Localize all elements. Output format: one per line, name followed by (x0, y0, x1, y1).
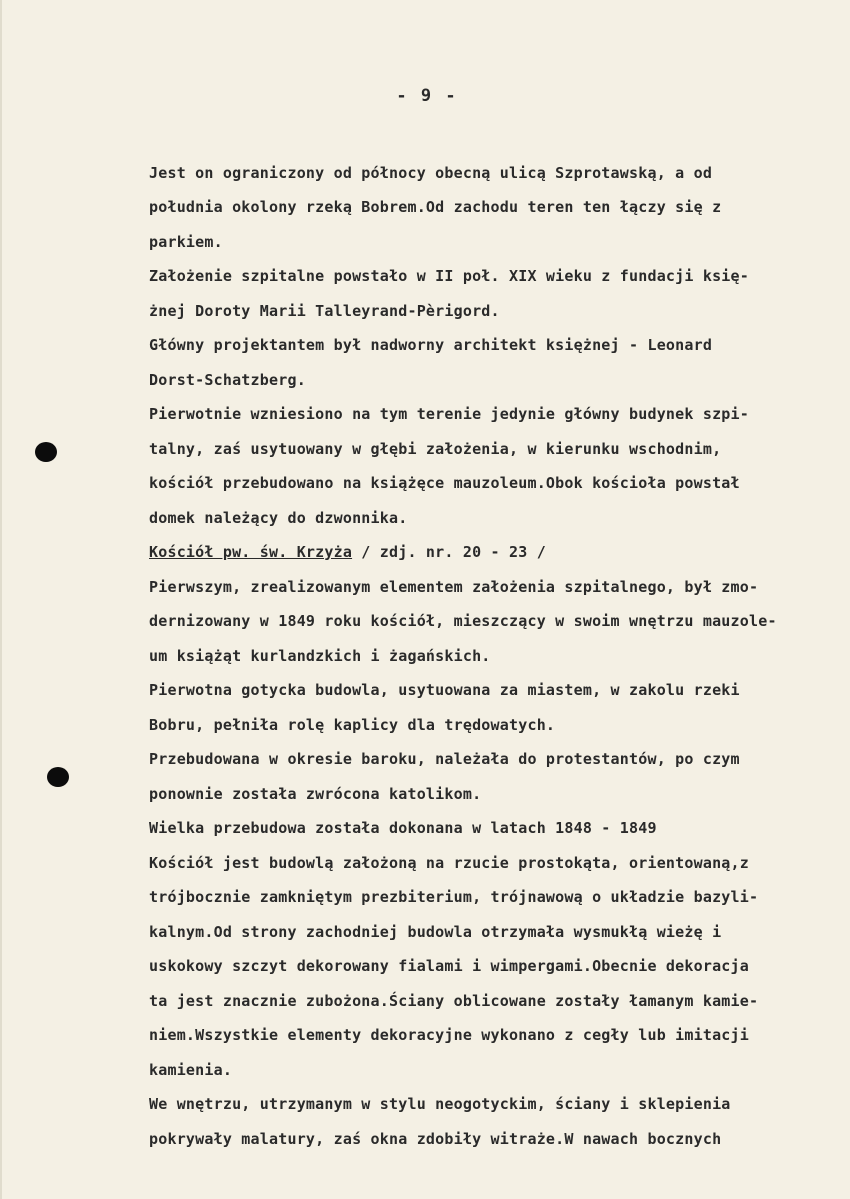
page-number: - 9 - (396, 86, 458, 106)
text-line: kalnym.Od strony zachodniej budowla otrzymała wysmukłą wieżę i (149, 923, 722, 941)
text-line: Dorst-Schatzberg. (149, 371, 306, 389)
section-heading-title: Kościół pw. św. Krzyża (149, 543, 353, 561)
text-line: Przebudowana w okresie baroku, należała do protestantów, po czym (149, 750, 740, 768)
text-line: południa okolony rzeką Bobrem.Od zachodu teren ten łączy się z (149, 198, 722, 216)
text-line: domek należący do dzwonnika. (149, 509, 408, 527)
text-line: Pierwszym, zrealizowanym elementem założenia szpitalnego, był zmo- (149, 578, 759, 596)
section-heading-photo-ref: / zdj. nr. 20 - 23 / (352, 543, 546, 561)
text-line: talny, zaś usytuowany w głębi założenia, w kierunku wschodnim, (149, 440, 722, 458)
text-line: Założenie szpitalne powstało w II poł. XIX wieku z fundacji księ- (149, 267, 749, 285)
text-line: żnej Doroty Marii Talleyrand-Pèrigord. (149, 302, 500, 320)
text-line: Kościół jest budowlą założoną na rzucie prostokąta, orientowaną,z (149, 854, 749, 872)
text-line: uskokowy szczyt dekorowany fialami i wimpergami.Obecnie dekoracja (149, 957, 749, 975)
text-line: parkiem. (149, 233, 223, 251)
text-line: um książąt kurlandzkich i żagańskich. (149, 647, 491, 665)
section-heading (149, 543, 546, 561)
text-line: Jest on ograniczony od północy obecną ulicą Szprotawską, a od (149, 164, 713, 182)
text-line: Pierwotnie wzniesiono na tym terenie jedynie główny budynek szpi- (149, 405, 749, 423)
text-line: dernizowany w 1849 roku kościół, mieszczący w swoim wnętrzu mauzole- (149, 612, 777, 630)
punch-hole-bottom (47, 767, 69, 787)
text-line: Bobru, pełniła rolę kaplicy dla trędowatych. (149, 716, 556, 734)
text-line: Główny projektantem był nadworny architekt księżnej - Leonard (149, 336, 713, 354)
text-line: kościół przebudowano na książęce mauzoleum.Obok kościoła powstał (149, 474, 740, 492)
text-line: niem.Wszystkie elementy dekoracyjne wykonano z cegły lub imitacji (149, 1026, 749, 1044)
punch-hole-top (35, 442, 57, 462)
text-line: pokrywały malatury, zaś okna zdobiły witraże.W nawach bocznych (149, 1130, 722, 1148)
text-line: ponownie została zwrócona katolikom. (149, 785, 482, 803)
text-line: trójbocznie zamkniętym prezbiterium, trójnawową o układzie bazyli- (149, 888, 759, 906)
text-line: Wielka przebudowa została dokonana w latach 1848 - 1849 (149, 819, 657, 837)
text-line: We wnętrzu, utrzymanym w stylu neogotyckim, ściany i sklepienia (149, 1095, 731, 1113)
text-line: kamienia. (149, 1061, 233, 1079)
text-line: Pierwotna gotycka budowla, usytuowana za miastem, w zakolu rzeki (149, 681, 740, 699)
text-line: ta jest znacznie zubożona.Ściany oblicowane zostały łamanym kamie- (149, 992, 759, 1010)
